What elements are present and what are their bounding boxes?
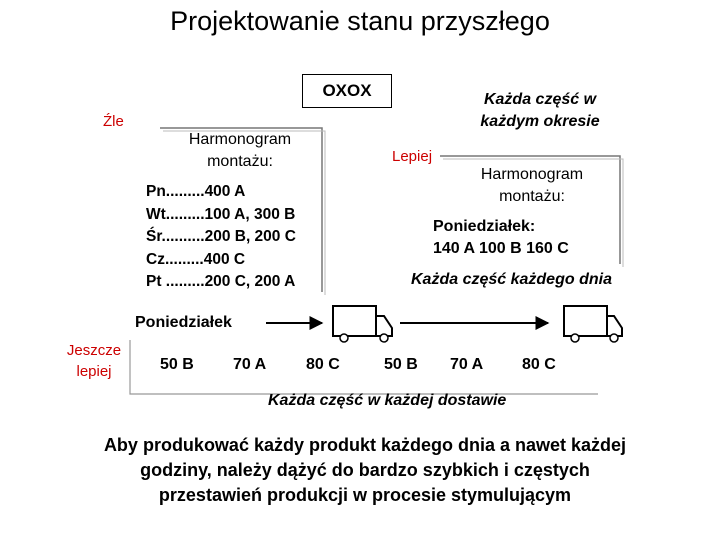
- schedule-line: Wt.........100 A, 300 B: [146, 205, 296, 223]
- schedule-line: Śr..........200 B, 200 C: [146, 228, 296, 246]
- weekly-schedule-list: [146, 181, 296, 294]
- monday-label: Poniedziałek: [135, 314, 232, 331]
- each-part-each-delivery-caption: Każda część w każdej dostawie: [268, 392, 507, 409]
- delivery-qty: 70 A: [233, 356, 267, 373]
- schedule-line: Cz.........400 C: [146, 250, 246, 268]
- truck-icon-1: [333, 306, 392, 342]
- daily-schedule-list: [433, 216, 569, 260]
- schedule-line: Poniedziałek:: [433, 218, 536, 235]
- delivery-qty: 70 A: [450, 356, 484, 373]
- right-schedule-title: Harmonogram montażu:: [480, 166, 584, 205]
- summary-note: Aby produkować każdy produkt każdego dnia a nawet każdej godziny, należy dążyć do bardzo szybkich i częstych przestawień produkcji w procesie stymulującym: [103, 435, 627, 505]
- better-label: Lepiej: [392, 148, 433, 165]
- bad-label: Źle: [103, 113, 124, 130]
- schedule-line: Pn.........400 A: [146, 183, 246, 200]
- even-better-label: Jeszcze lepiej: [66, 342, 122, 380]
- schedule-line: Pt .........200 C, 200 A: [146, 273, 296, 291]
- left-schedule-title: Harmonogram montażu:: [188, 131, 292, 170]
- truck-icon-2: [564, 306, 622, 342]
- delivery-qty: 50 B: [384, 356, 418, 373]
- each-part-each-period-caption: Każda część w każdym okresie: [480, 91, 600, 130]
- delivery-qty: 80 C: [306, 356, 340, 373]
- each-part-each-day-caption: Każda część każdego dnia: [411, 271, 612, 288]
- delivery-qty: 50 B: [160, 356, 194, 373]
- delivery-qty: 80 C: [522, 356, 556, 373]
- oxox-box: OXOX: [302, 74, 392, 108]
- schedule-line: 140 A 100 B 160 C: [433, 240, 569, 257]
- page-title: Projektowanie stanu przyszłego: [170, 6, 550, 36]
